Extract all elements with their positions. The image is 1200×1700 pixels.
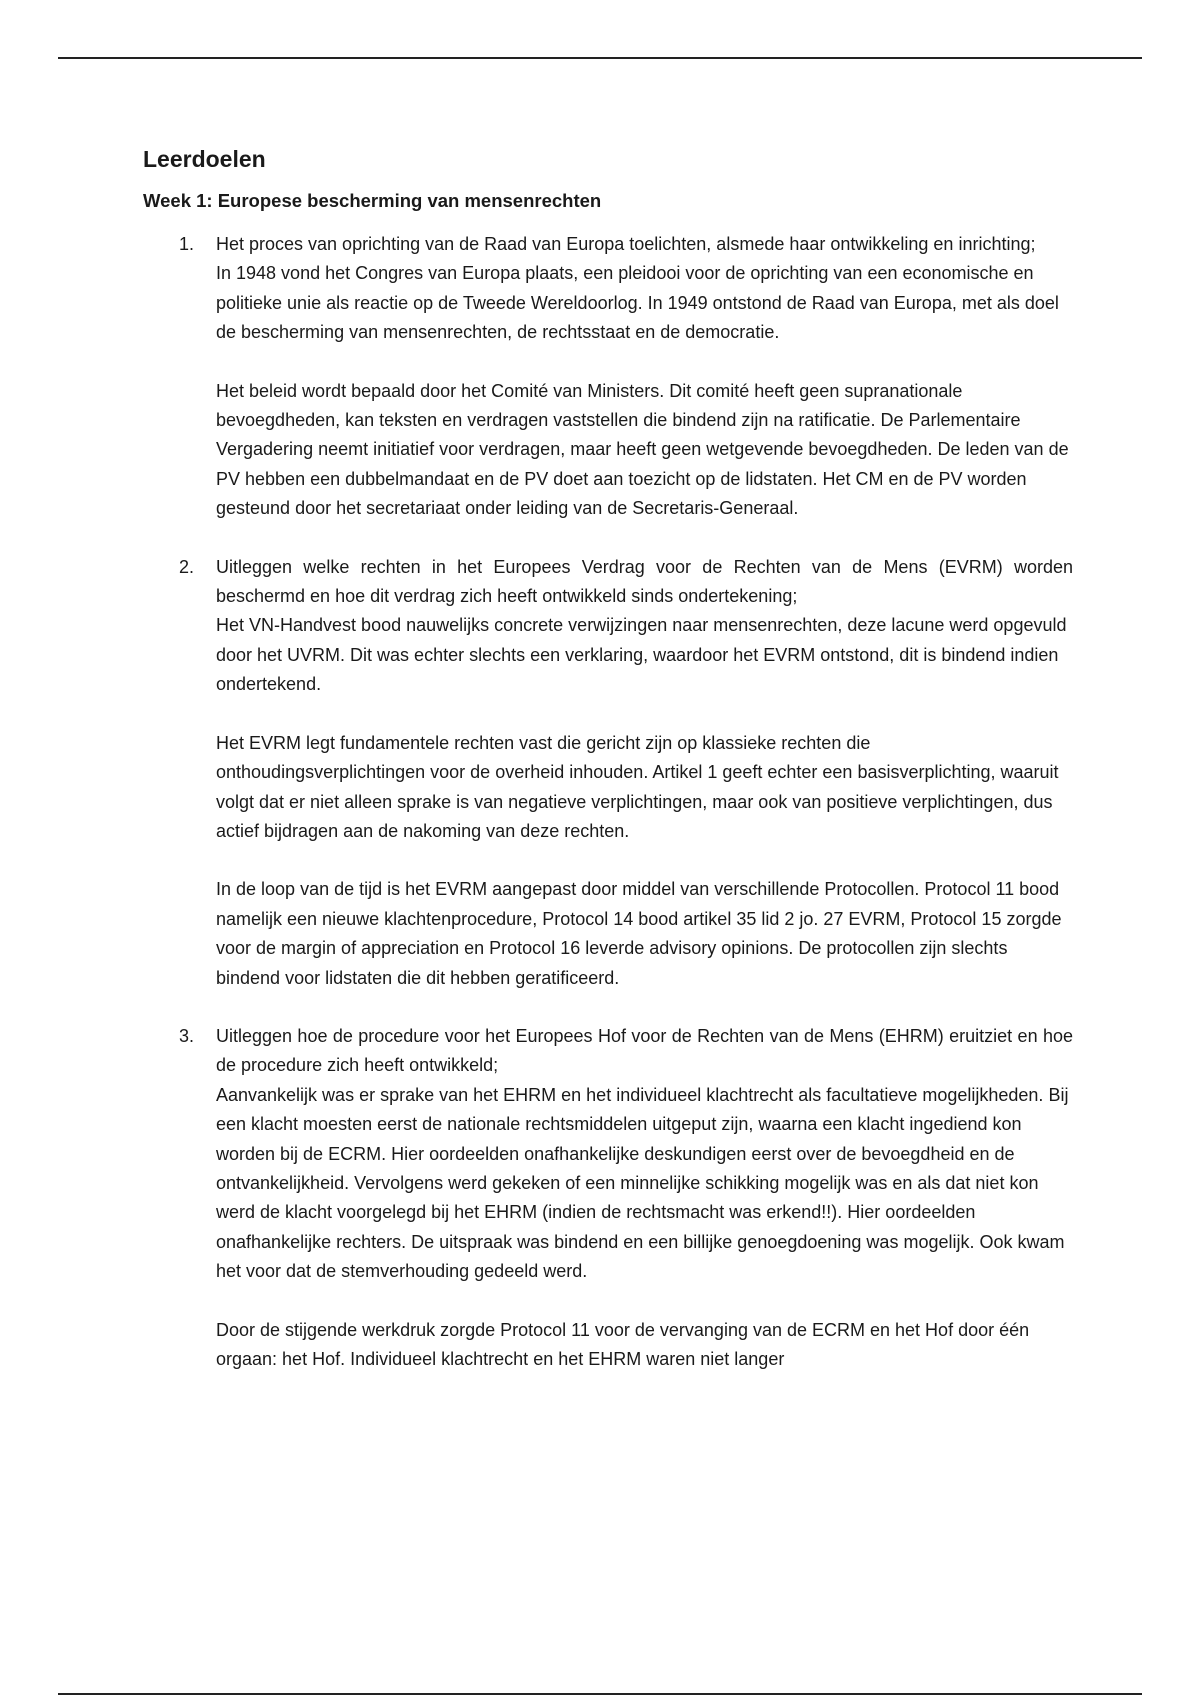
list-item-paragraph: Door de stijgende werkdruk zorgde Protocol 11 voor de vervanging van de ECRM en het Hof door één orgaan: het Hof. Individueel klachtrecht en het EHRM waren niet langer — [216, 1319, 1030, 1369]
list-item-objective: Uitleggen hoe de procedure voor het Europees Hof voor de Rechten van de Mens (EHRM) eruitziet en hoe de procedure zich heeft ontwikkeld; — [216, 1025, 1073, 1076]
list-item — [143, 230, 1073, 524]
document-heading: Leerdoelen — [143, 146, 266, 172]
footer-rule — [58, 1693, 1142, 1695]
list-item-objective: Het proces van oprichting van de Raad van Europa toelichten, alsmede haar ontwikkeling en inrichting; — [216, 234, 1036, 254]
list-item-paragraph: Het VN-Handvest bood nauwelijks concrete verwijzingen naar mensenrechten, deze lacune werd opgevuld door het UVRM. Dit was echter slechts een verklaring, waardoor het EVRM ontstond, dit is bindend indien ondertekend. — [216, 615, 1067, 695]
list-item-objective: Uitleggen welke rechten in het Europees Verdrag voor de Rechten van de Mens (EVRM) worden beschermd en hoe dit verdrag zich heeft ontwikkeld sinds ondertekening; — [216, 556, 1073, 607]
document-page — [143, 143, 1073, 1403]
list-item-paragraph: Aanvankelijk was er sprake van het EHRM en het individueel klachtrecht als facultatieve mogelijkheden. Bij een klacht moesten eerst de nationale rechtsmiddelen uitgeput zijn, waarna een klacht ingediend kon worden bij de ECRM. Hier oordeelden onafhankelijke deskundigen eerst over de bevoegdheid en de ontvankelijkheid. Vervolgens werd gekeken of een minnelijke schikking mogelijk was en als dat niet kon werd de klacht voorgelegd bij het EHRM (indien de rechtsmacht was erkend!!). Hier oordeelden onafhankelijke rechters. De uitspraak was bindend en een billijke genoegdoening was mogelijk. Ook kwam het voor dat de stemverhouding gedeeld werd. — [216, 1084, 1069, 1282]
list-item-paragraph: Het beleid wordt bepaald door het Comité van Ministers. Dit comité heeft geen supranationale bevoegdheden, kan teksten en verdragen vaststellen die bindend zijn na ratificatie. De Parlementaire Vergadering neemt initiatief voor verdragen, maar heeft geen wetgevende bevoegdheden. De leden van de PV hebben een dubbelmandaat en de PV doet aan toezicht op de lidstaten. Het CM en de PV worden gesteund door het secretariaat onder leiding van de Secretaris-Generaal. — [216, 380, 1069, 519]
learning-goals-list — [143, 230, 1073, 1374]
list-item-number: 1. — [179, 234, 195, 254]
list-item — [143, 1022, 1073, 1374]
list-item-paragraph: In 1948 vond het Congres van Europa plaats, een pleidooi voor de oprichting van een economische en politieke unie als reactie op de Tweede Wereldoorlog. In 1949 ontstond de Raad van Europa, met als doel de bescherming van mensenrechten, de rechtsstaat en de democratie. — [216, 263, 1059, 343]
list-item-paragraph: In de loop van de tijd is het EVRM aangepast door middel van verschillende Protocollen. Protocol 11 bood namelijk een nieuwe klachtenprocedure, Protocol 14 bood artikel 35 lid 2 jo. 27 EVRM, Protocol 15 zorgde voor de margin of appreciation en Protocol 16 leverde advisory opinions. De protocollen zijn slechts bindend voor lidstaten die dit hebben geratificeerd. — [216, 879, 1062, 988]
list-item-number: 3. — [179, 1025, 195, 1046]
list-item-body — [216, 553, 1073, 700]
list-item-number: 2. — [179, 556, 195, 577]
header-rule — [58, 57, 1142, 59]
week-title: Week 1: Europese bescherming van mensenrechten — [143, 190, 602, 211]
list-item-paragraph: Het EVRM legt fundamentele rechten vast die gericht zijn op klassieke rechten die onthoudingsverplichtingen voor de overheid inhouden. Artikel 1 geeft echter een basisverplichting, waaruit volgt dat er niet alleen sprake is van negatieve verplichtingen, maar ook van positieve verplichtingen, dus actief bijdragen aan de nakoming van deze rechten. — [216, 732, 1059, 841]
list-item-body — [216, 230, 1073, 348]
list-item-body — [216, 1022, 1073, 1287]
list-item — [143, 553, 1073, 993]
